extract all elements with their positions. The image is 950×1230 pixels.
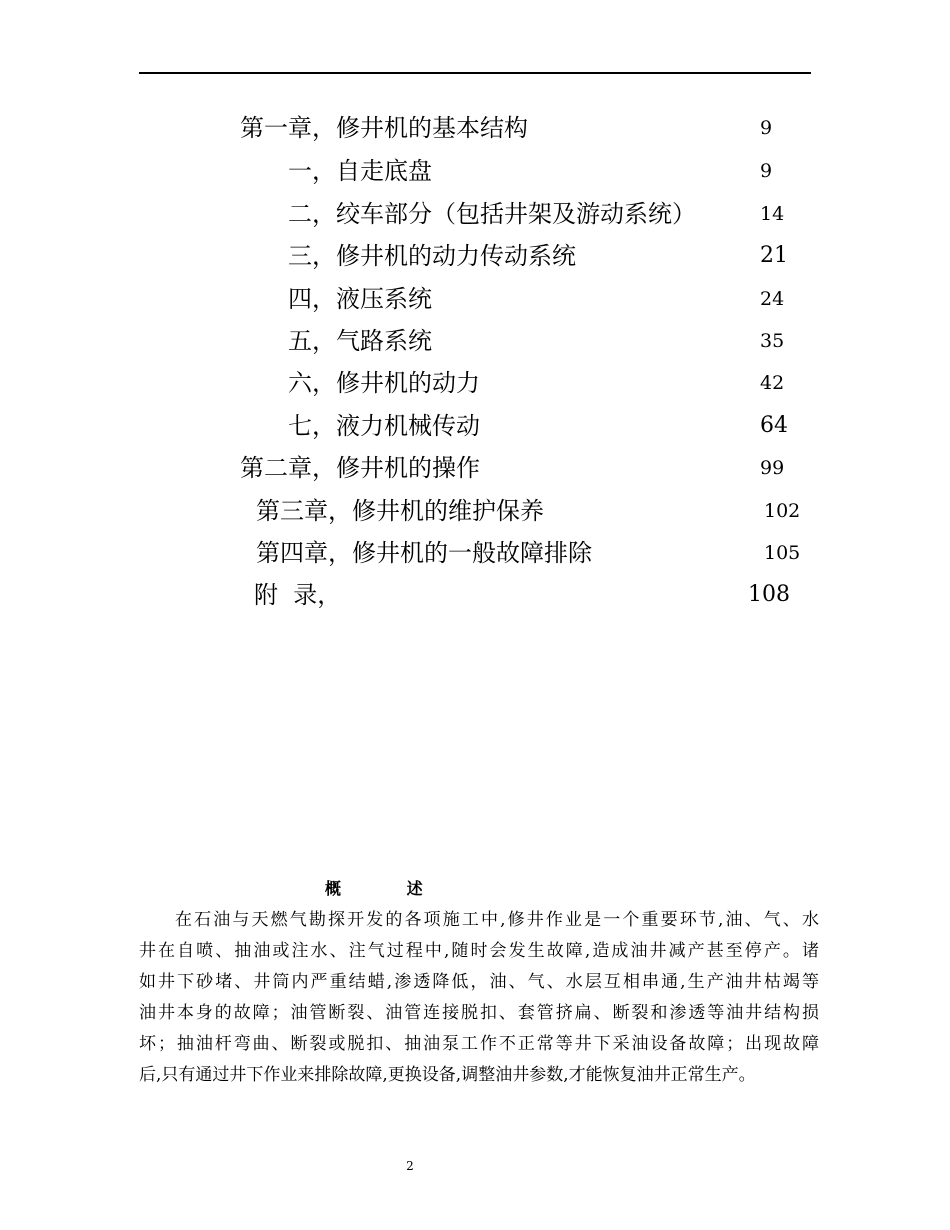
toc-entry-section-3[interactable]: 三，修井机的动力传动系统 <box>288 242 576 270</box>
toc-page-chapter-4: 105 <box>764 542 801 564</box>
toc-page-chapter-2: 99 <box>760 457 785 479</box>
toc-entry-section-2[interactable]: 二，绞车部分（包括井架及游动系统） <box>288 200 696 228</box>
paragraph-line: 在石油与天燃气勘探开发的各项施工中,修井作业是一个重要环节,油、气、水 <box>175 910 819 930</box>
toc-entry-chapter-2[interactable]: 第二章，修井机的操作 <box>240 454 480 482</box>
toc-entry-chapter-1[interactable]: 第一章，修井机的基本结构 <box>240 114 528 142</box>
toc-page-section-7: 64 <box>760 413 788 438</box>
toc-page-section-2: 14 <box>760 203 785 225</box>
header-rule <box>139 72 811 74</box>
toc-page-appendix: 108 <box>748 582 790 607</box>
paragraph-line: 如井下砂堵、井筒内严重结蜡,渗透降低，油、气、水层互相串通,生产油井枯竭等 <box>139 972 819 992</box>
toc-page-chapter-3: 102 <box>764 500 801 522</box>
overview-heading: 概 述 <box>325 879 453 898</box>
paragraph-line: 井在自喷、抽油或注水、注气过程中,随时会发生故障,造成油井减产甚至停产。诸 <box>139 941 819 961</box>
toc-entry-chapter-4[interactable]: 第四章，修井机的一般故障排除 <box>256 539 592 567</box>
toc-entry-appendix[interactable]: 附 录， <box>254 581 342 609</box>
page-number: 2 <box>406 1159 414 1173</box>
overview-paragraph <box>139 905 819 1091</box>
toc-entry-section-5[interactable]: 五，气路系统 <box>288 327 432 355</box>
toc-entry-chapter-3[interactable]: 第三章，修井机的维护保养 <box>256 497 544 525</box>
toc-page-chapter-1: 9 <box>760 117 773 139</box>
toc-entry-section-1[interactable]: 一，自走底盘 <box>288 157 432 185</box>
toc-page-section-6: 42 <box>760 372 785 394</box>
paragraph-line: 后,只有通过井下作业来排除故障,更换设备,调整油井参数,才能恢复油井正常生产。 <box>139 1065 756 1085</box>
toc-page-section-3: 21 <box>760 243 788 268</box>
toc-page-section-5: 35 <box>760 330 785 352</box>
paragraph-line: 坏；抽油杆弯曲、断裂或脱扣、抽油泵工作不正常等井下采油设备故障；出现故障 <box>139 1034 819 1054</box>
toc-page-section-4: 24 <box>760 288 785 310</box>
toc-entry-section-4[interactable]: 四，液压系统 <box>288 285 432 313</box>
toc-entry-section-6[interactable]: 六，修井机的动力 <box>288 369 480 397</box>
paragraph-line: 油井本身的故障；油管断裂、油管连接脱扣、套管挤扁、断裂和渗透等油井结构损 <box>139 1003 819 1023</box>
toc-entry-section-7[interactable]: 七，液力机械传动 <box>288 412 480 440</box>
toc-page-section-1: 9 <box>760 160 773 182</box>
